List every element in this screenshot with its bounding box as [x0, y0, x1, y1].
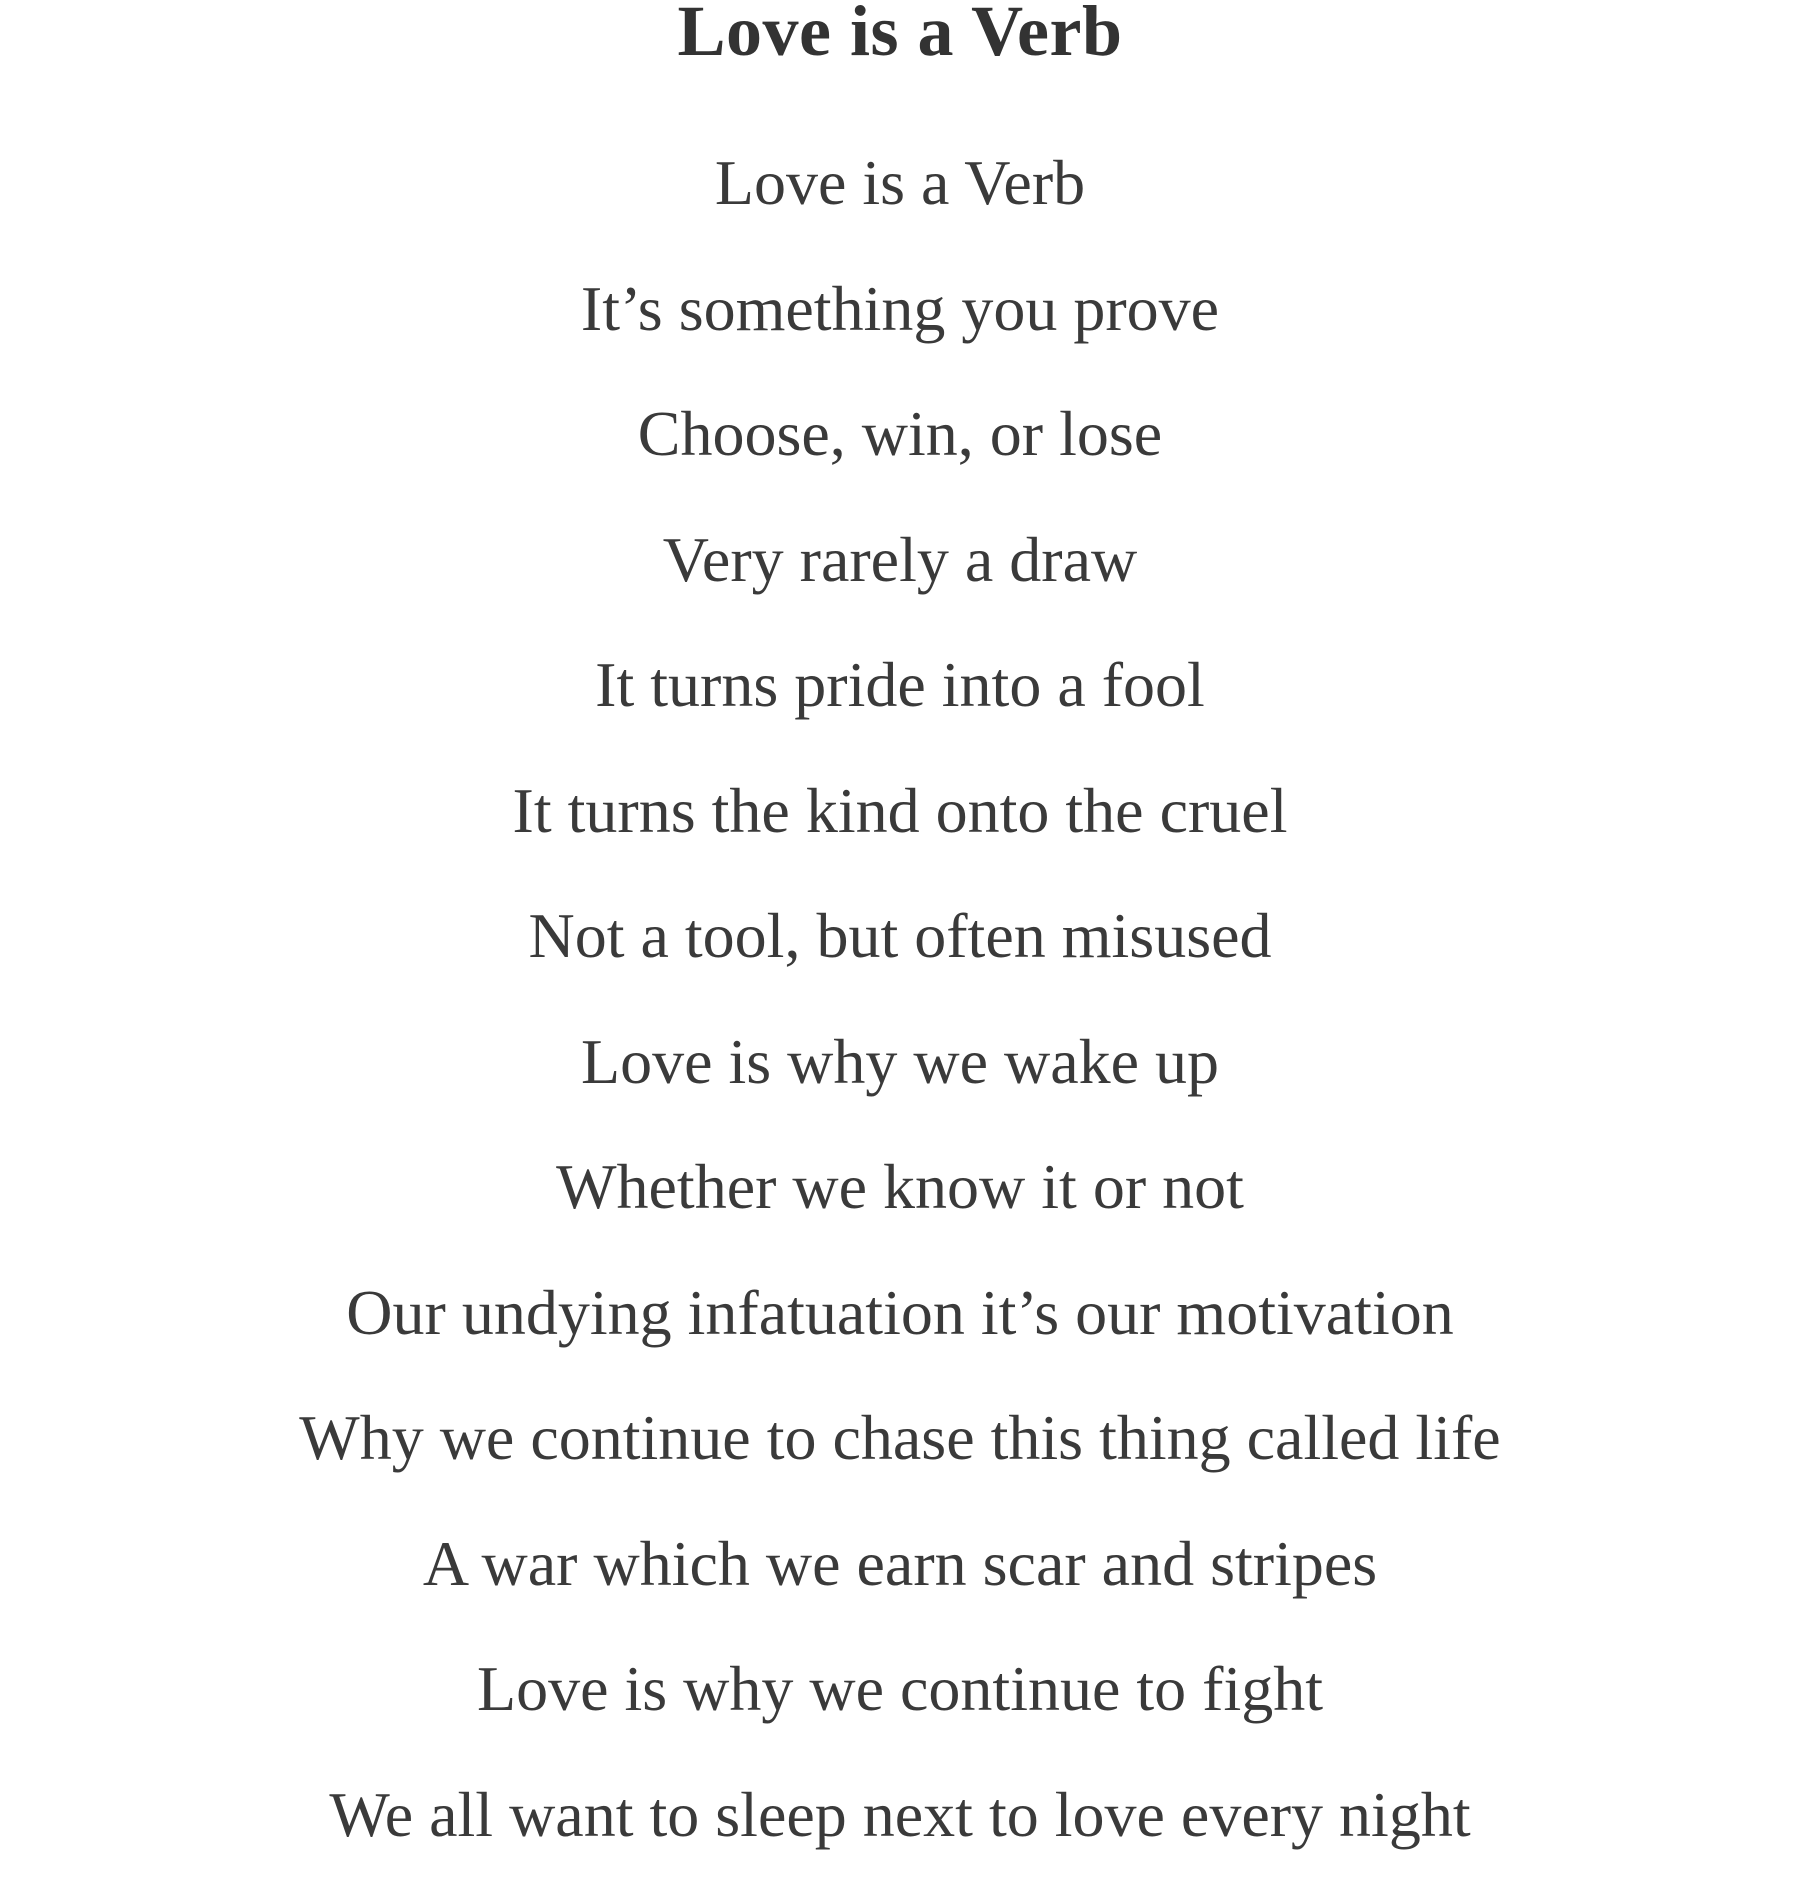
poem-line-text: Love is why we wake up [581, 1017, 1219, 1107]
poem-line-text: Very rarely a draw [663, 515, 1137, 605]
poem-line-text: Love is a Verb [715, 138, 1085, 228]
poem-line [0, 264, 1800, 390]
poem-line-text: Choose, win, or lose [638, 389, 1162, 479]
poem-line-text: It turns the kind onto the cruel [513, 766, 1288, 856]
poem-line-text: Why we continue to chase this thing called life [299, 1393, 1500, 1483]
poem-line-text: It turns pride into a fool [595, 640, 1205, 730]
poem-line [0, 138, 1800, 264]
poem-line [0, 1268, 1800, 1394]
poem-line-text: We all want to sleep next to love every night [329, 1770, 1470, 1860]
poem-line [0, 1519, 1800, 1645]
poem-line-text: A war which we earn scar and stripes [423, 1519, 1377, 1609]
poem-line-text: Not a tool, but often misused [528, 891, 1271, 981]
poem-line [0, 640, 1800, 766]
poem-line-text: Whether we know it or not [556, 1142, 1244, 1232]
poem-line-text: It’s something you prove [581, 264, 1219, 354]
poem-line [0, 389, 1800, 515]
poem-body [0, 138, 1800, 1895]
poem-line [0, 1644, 1800, 1770]
poem-line-text: Our undying infatuation it’s our motivation [346, 1268, 1453, 1358]
poem-line [0, 1393, 1800, 1519]
poem-line [0, 891, 1800, 1017]
poem-line [0, 515, 1800, 641]
poem-line [0, 766, 1800, 892]
poem-line [0, 1017, 1800, 1143]
poem-line [0, 1142, 1800, 1268]
poem-line-cut-off [0, 1770, 1800, 1895]
poem-title: Love is a Verb [0, 0, 1800, 76]
poem-line-text: Love is why we continue to fight [477, 1644, 1323, 1734]
